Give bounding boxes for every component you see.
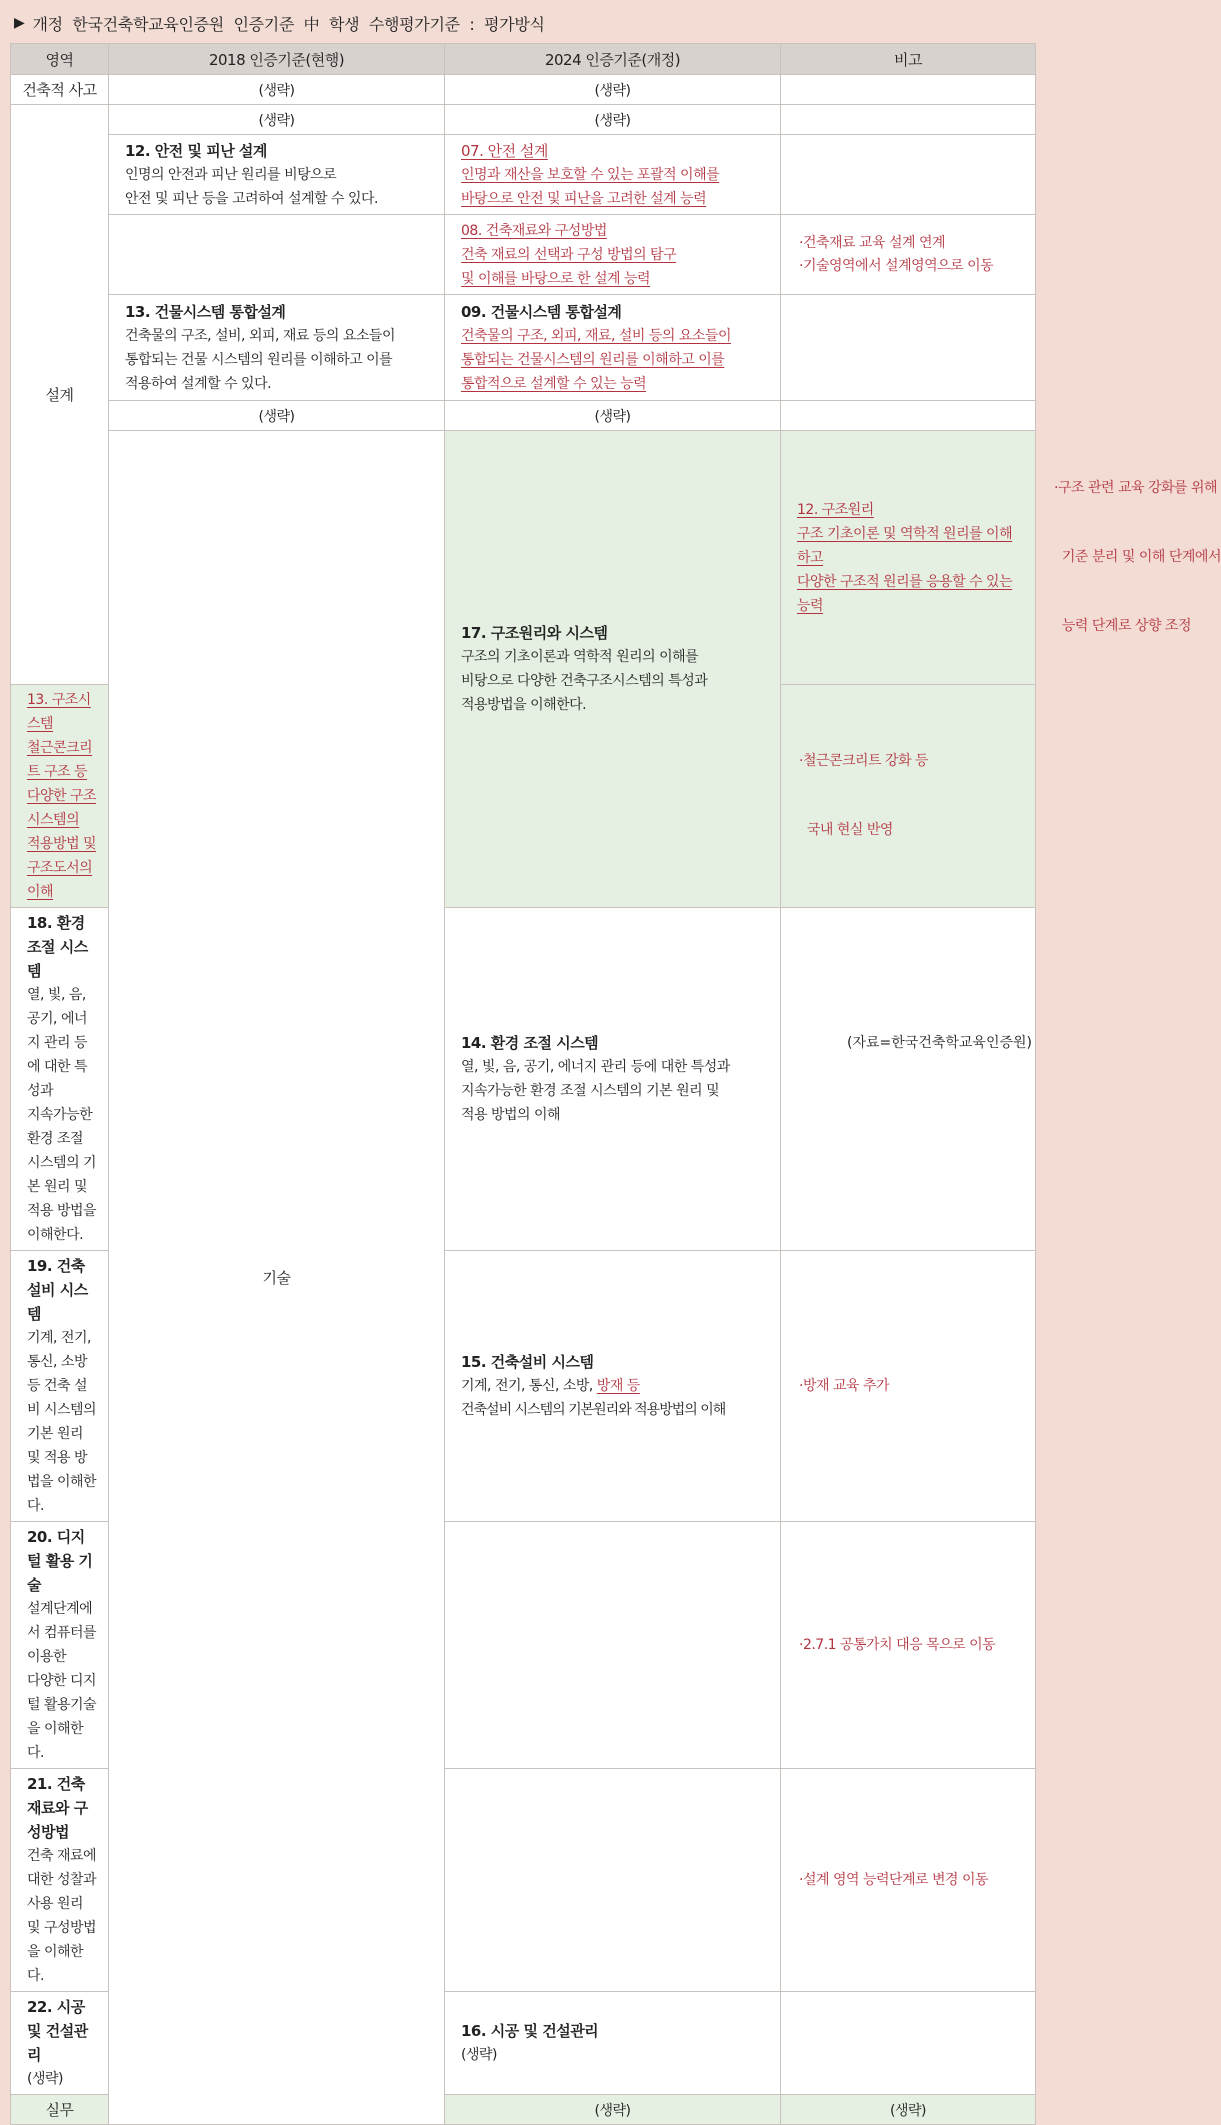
criterion-line: 적용하여 설계할 수 있다. <box>125 375 272 392</box>
criterion-title: 18. 환경 조절 시스템 <box>27 914 88 980</box>
document-title <box>14 9 545 37</box>
note-line: ·2.7.1 공통가치 대응 목으로 이동 <box>799 1636 996 1653</box>
note-materials <box>781 215 1036 295</box>
note-equipment <box>781 1251 1036 1522</box>
criterion-title: 14. 환경 조절 시스템 <box>461 1034 599 1052</box>
criterion-line: 철근콘크리트 구조 등 다양한 구조시스템의 <box>27 740 97 828</box>
criterion-title: 22. 시공 및 건설관리 <box>27 1998 88 2064</box>
criterion-title: 09. 건물시스템 통합설계 <box>461 302 622 321</box>
criteria-table-wrap <box>10 43 1221 2125</box>
criterion-title: 13. 구조시스템 <box>27 692 91 732</box>
criterion-line: 및 이해를 바탕으로 한 설계 능력 <box>461 270 651 287</box>
criterion-title: 20. 디지털 활용 기술 <box>27 1528 93 1594</box>
criterion-title: 19. 건축 설비 시스템 <box>27 1257 88 1323</box>
omitted-cell: (생략) <box>445 401 781 431</box>
criteria-table <box>10 43 1221 2125</box>
criterion-line: 설계단계에서 컴퓨터를 이용한 <box>27 1601 97 1665</box>
old-criterion-18 <box>11 908 109 1251</box>
omitted-cell: (생략) <box>109 401 445 431</box>
new-criterion-09 <box>445 295 781 401</box>
criterion-line <box>461 1374 770 1398</box>
empty-note <box>781 295 1036 401</box>
old-criterion-19 <box>11 1251 109 1522</box>
new-criterion-12 <box>781 431 1036 685</box>
criterion-line: 통합되는 건물시스템의 원리를 이해하고 이를 <box>461 351 725 368</box>
omitted-cell: (생략) <box>781 2095 1036 2125</box>
triangle-bullet-icon: ▶ <box>14 15 25 31</box>
new-criterion-15 <box>445 1251 781 1522</box>
criterion-line: 열, 빛, 음, 공기, 에너지 관리 등에 대한 특성과 <box>461 1059 730 1075</box>
header-new: 2024 인증기준(개정) <box>445 44 781 75</box>
empty-note <box>781 135 1036 215</box>
table-row <box>11 215 1036 295</box>
criterion-line: 적용방법 및 구조도서의 이해 <box>27 836 97 900</box>
old-criterion-12 <box>109 135 445 215</box>
criterion-line: 인명의 안전과 피난 원리를 비탕으로 <box>125 166 337 183</box>
criterion-line: 건축물의 구조, 설비, 외피, 재료 등의 요소들이 <box>125 327 395 344</box>
criterion-line: 바탕으로 안전 및 피난을 고려한 설계 능력 <box>461 190 707 207</box>
criterion-title: 08. 건축재료와 구성방법 <box>461 222 607 239</box>
omitted-cell: (생략) <box>109 105 445 135</box>
criterion-line: 건축 재료에 대한 성찰과 사용 원리 <box>27 1848 97 1912</box>
criterion-line: 다양한 디지털 활용기술을 이해한다. <box>27 1673 97 1761</box>
note-line: ·기술영역에서 설계영역으로 이동 <box>799 257 994 274</box>
omitted-cell: (생략) <box>445 2095 781 2125</box>
criterion-line: 다양한 구조적 원리를 응용할 수 있는 능력 <box>797 573 1013 614</box>
omitted-cell: (생략) <box>109 75 445 105</box>
table-row <box>11 401 1036 431</box>
note-line: ·설계 영역 능력단계로 변경 이동 <box>799 1871 989 1888</box>
table-row: 기술 17. 구조원리와 시스템 구조의 기초이론과 역학적 원리의 이해를 비탕으로 다양한 건축구조시스템의 특성과 적용방법을 이해한다. 12. 구조원리 구조 기초이론 및 역학적 원리를 이해하고 다양한 구조적 원리를 응용할 수 있는 능력 ·구조 관련 교육 강화를 위해 기준 분리 및 이해 단계에서 능력 단계로 상향 조정 <box>11 431 1036 685</box>
area-tech: 기술 <box>109 431 445 2125</box>
criterion-line: (생략) <box>27 2071 63 2087</box>
criterion-line: 통합적으로 설계할 수 있는 능력 <box>461 375 647 392</box>
table-row <box>11 75 1036 105</box>
criterion-title: 12. 구조원리 <box>797 501 874 518</box>
note-line: ·방재 교육 추가 <box>799 1377 889 1394</box>
criterion-line: 통합되는 건물 시스템의 원리를 이해하고 이를 <box>125 351 393 368</box>
criterion-title: 15. 건축설비 시스템 <box>461 1353 594 1371</box>
note-struct-system <box>781 685 1036 908</box>
empty-new <box>445 1769 781 1992</box>
note-line: ·철근콘크리트 강화 등 <box>799 753 929 769</box>
criterion-line: 지속가능한 환경 조절 시스템의 기본 원리 및 <box>27 1107 97 1195</box>
header-old: 2018 인증기준(현행) <box>109 44 445 75</box>
criterion-title: 16. 시공 및 건설관리 <box>461 2022 599 2040</box>
empty-note <box>781 1992 1036 2095</box>
header-row <box>11 44 1036 75</box>
area-design: 설계 <box>11 105 109 685</box>
table-row <box>11 105 1036 135</box>
omitted-cell: (생략) <box>445 105 781 135</box>
criterion-line: (생략) <box>461 2047 497 2063</box>
table-row <box>11 135 1036 215</box>
new-criterion-16 <box>445 1992 781 2095</box>
empty-note <box>781 75 1036 105</box>
criterion-title: 07. 안전 설계 <box>461 141 548 160</box>
criterion-line: 인명과 재산을 보호할 수 있는 포괄적 이해를 <box>461 166 720 183</box>
old-criterion-20 <box>11 1522 109 1769</box>
empty-note <box>781 105 1036 135</box>
note-materials-moved <box>781 1769 1036 1992</box>
criterion-text: 기계, 전기, 통신, 소방, <box>461 1378 597 1394</box>
header-area: 영역 <box>11 44 109 75</box>
table-row <box>11 295 1036 401</box>
note-line: 국내 현실 반영 <box>799 822 893 838</box>
criterion-line: 열, 빛, 음, 공기, 에너지 관리 등에 대한 특성과 <box>27 987 87 1099</box>
new-criterion-07 <box>445 135 781 215</box>
criterion-line: 및 구성방법을 이해한다. <box>27 1920 97 1984</box>
old-criterion-17 <box>445 431 781 908</box>
empty-note <box>781 401 1036 431</box>
criterion-title: 13. 건물시스템 통합설계 <box>125 302 286 321</box>
note-line: ·건축재료 교육 설계 연계 <box>799 234 946 251</box>
criterion-title: 21. 건축재료와 구성방법 <box>27 1775 88 1841</box>
criterion-line: 기계, 전기, 통신, 소방 등 건축 설비 시스템의 <box>27 1330 97 1418</box>
criterion-line: 적용 방법의 이해 <box>461 1107 561 1123</box>
criterion-line: 적용방법을 이해한다. <box>461 697 587 713</box>
criterion-line: 구조의 기초이론과 역학적 원리의 이해를 <box>461 649 699 665</box>
empty-note <box>781 908 1036 1251</box>
empty-new <box>445 1522 781 1769</box>
area-thinking: 건축적 사고 <box>11 75 109 105</box>
old-criterion-13 <box>109 295 445 401</box>
new-criterion-14 <box>445 908 781 1251</box>
area-practice: 실무 <box>11 2095 109 2125</box>
title-text: 개정 한국건축학교육인증원 인증기준 中 학생 수행평가기준 : 평가방식 <box>32 14 545 34</box>
note-digital <box>781 1522 1036 1769</box>
criterion-line: 비탕으로 다양한 건축구조시스템의 특성과 <box>461 673 708 689</box>
criterion-line: 지속가능한 환경 조절 시스템의 기본 원리 및 <box>461 1083 720 1099</box>
criterion-line: 구조 기초이론 및 역학적 원리를 이해하고 <box>797 525 1013 566</box>
source-credit: (자료=한국건축학교육인증원) <box>847 1035 1032 1051</box>
header-note: 비고 <box>781 44 1036 75</box>
criterion-line: 건축물의 구조, 외피, 재료, 설비 등의 요소들이 <box>461 327 731 344</box>
criterion-highlight: 방재 등 <box>596 1378 640 1394</box>
criterion-title: 12. 안전 및 피난 설계 <box>125 141 267 160</box>
criterion-line: 기본 원리 및 적용 방법을 이해한다. <box>27 1426 97 1514</box>
criterion-line: 안전 및 피난 등을 고려하여 설계할 수 있다. <box>125 190 379 207</box>
criterion-line: 건축 재료의 선택과 구성 방법의 탐구 <box>461 246 677 263</box>
empty-old <box>109 215 445 295</box>
old-criterion-22 <box>11 1992 109 2095</box>
omitted-cell: (생략) <box>445 75 781 105</box>
old-criterion-21 <box>11 1769 109 1992</box>
criterion-line: 건축설비 시스템의 기본원리와 적용방법의 이해 <box>461 1402 726 1418</box>
new-criterion-08 <box>445 215 781 295</box>
criterion-line: 적용 방법을 이해한다. <box>27 1203 97 1243</box>
criterion-title: 17. 구조원리와 시스템 <box>461 624 608 642</box>
new-criterion-13 <box>11 685 109 908</box>
